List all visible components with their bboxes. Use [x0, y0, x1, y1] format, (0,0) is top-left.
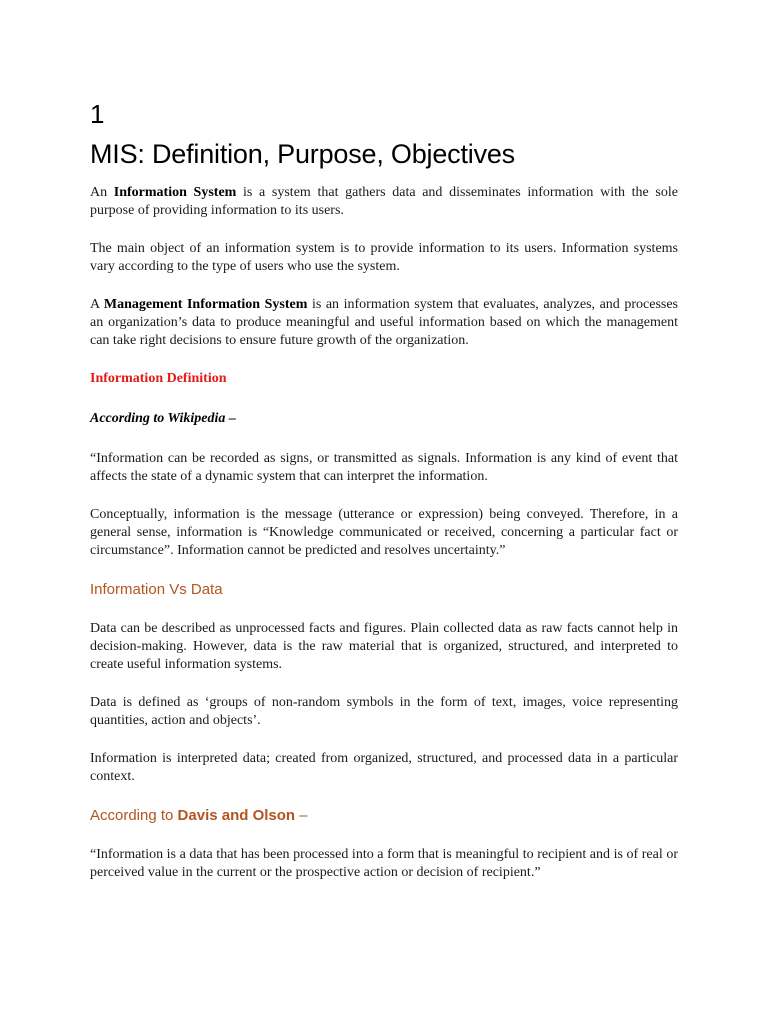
- document-content: [90, 96, 678, 902]
- heading-information-definition: Information Definition: [90, 371, 227, 386]
- paragraph-mis: A Management Information System is an information system that evaluates, analyzes, and processes an organization’s data to produce meaningful and useful information based on which the management can take right decisions to ensure future growth of the organization.: [90, 297, 678, 348]
- paragraph-conceptually: Conceptually, information is the message (utterance or expression) being conveyed. Therefore, in a general sense, information is “Knowledge communicated or received, concerning a particular fact or circumstance”. Information cannot be predicted and resolves uncertainty.”: [90, 507, 678, 558]
- paragraph-main-object: The main object of an information system is to provide information to its users. Information systems vary according to the type of users who use the system.: [90, 241, 678, 274]
- heading-according-to-wikipedia: According to Wikipedia –: [90, 411, 236, 426]
- heading-information-vs-data: Information Vs Data: [90, 581, 223, 598]
- paragraph-wikipedia-quote: “Information can be recorded as signs, or transmitted as signals. Information is any kind of event that affects the state of a dynamic system that can interpret the information.: [90, 451, 678, 484]
- paragraph-information-interpreted: Information is interpreted data; created from organized, structured, and processed data in a particular context.: [90, 751, 678, 784]
- chapter-number: 1: [90, 99, 105, 129]
- paragraph-data-description: Data can be described as unprocessed facts and figures. Plain collected data as raw facts cannot help in decision-making. However, data is the raw material that is organized, structured, and interpreted to create useful information systems.: [90, 621, 678, 672]
- heading-davis-and-olson: According to Davis and Olson –: [90, 807, 308, 824]
- term-information-system: Information System: [113, 185, 237, 200]
- page-title: MIS: Definition, Purpose, Objectives: [90, 139, 515, 169]
- paragraph-davis-olson-quote: “Information is a data that has been processed into a form that is meaningful to recipient and is of real or perceived value in the current or the prospective action or decision of recipient.”: [90, 847, 678, 880]
- paragraph-information-system: An Information System is a system that gathers data and disseminates information with the sole purpose of providing information to its users.: [90, 185, 678, 218]
- paragraph-data-defined: Data is defined as ‘groups of non-random symbols in the form of text, images, voice representing quantities, action and objects’.: [90, 695, 678, 728]
- term-mis: Management Information System: [103, 297, 308, 312]
